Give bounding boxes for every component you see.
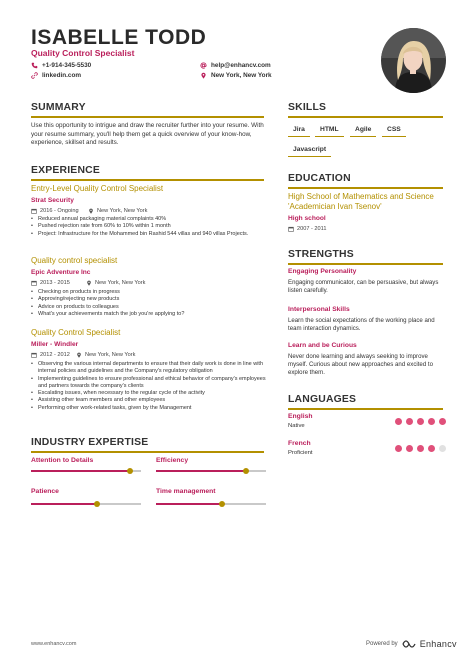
footer-branding — [366, 639, 457, 649]
summary-text: Use this opportunity to intrigue and draw the recruiter further into your resume. With your resume summary, you'll help them get a quick overview of your know-how, experience, skillset and results. — [31, 122, 264, 147]
expertise-knob — [127, 468, 133, 474]
language-level: Native — [288, 423, 305, 429]
job-location-text: New York, New York — [97, 208, 148, 214]
list-item: • Checking on products in progress — [31, 289, 276, 296]
level-dot — [439, 445, 446, 452]
education-dates-text: 2007 - 2011 — [297, 226, 327, 232]
candidate-name: ISABELLE TODD — [31, 26, 207, 49]
level-dot — [439, 418, 446, 425]
skill-tag: Jira — [288, 123, 310, 137]
powered-by-text: Powered by — [366, 641, 398, 647]
location-pin-icon — [200, 72, 207, 79]
skills-divider — [288, 116, 443, 118]
job-location-text: New York, New York — [85, 352, 136, 358]
summary-divider — [31, 116, 264, 118]
linkedin-link[interactable]: linkedin.com — [42, 72, 82, 79]
strength-desc: Never done learning and always seeking to improve myself. Curious about new approaches and excited to explore them. — [288, 353, 433, 377]
location-pin-icon — [76, 352, 82, 358]
footer-website[interactable]: www.enhancv.com — [31, 641, 77, 647]
skills-heading: SKILLS — [288, 102, 327, 113]
list-item: • Project: Infrastructure for the Mohammed bin Rashid 544 villas and 940 villas Projects. — [31, 231, 276, 238]
expertise-knob — [219, 501, 225, 507]
languages-divider — [288, 408, 443, 410]
strength-title: Engaging Personality — [288, 268, 357, 275]
phone-text: +1-914-345-5530 — [42, 62, 92, 69]
level-dot — [395, 418, 402, 425]
location-text: New York, New York — [211, 72, 272, 79]
job-company: Miller - Windler — [31, 341, 79, 348]
language-name: English — [288, 413, 313, 420]
calendar-icon — [31, 352, 37, 358]
expertise-bar — [31, 503, 141, 505]
language-dots — [395, 418, 446, 425]
job-dates — [31, 352, 70, 358]
location-pin-icon — [86, 280, 92, 286]
strength-desc: Engaging communicator, can be persuasive, but always listen carefully. — [288, 279, 439, 295]
candidate-title: Quality Control Specialist — [31, 48, 135, 58]
list-item: • Implementing guidelines to ensure professional and ethical behavior of company's employees and partners towards the company's clients — [31, 376, 276, 391]
link-icon — [31, 72, 38, 79]
contact-location — [200, 72, 272, 79]
email-link[interactable]: help@enhancv.com — [211, 62, 271, 69]
list-item: • Reduced annual packaging material complaints 40% — [31, 216, 276, 223]
job-location — [76, 352, 135, 358]
job-company: Epic Adventure Inc — [31, 269, 91, 276]
job-dates-text: 2016 - Ongoing — [40, 208, 79, 214]
level-dot — [428, 445, 435, 452]
location-pin-icon — [88, 208, 94, 214]
list-item: • Performing other work-related tasks, given by the Management — [31, 405, 276, 412]
contact-phone — [31, 62, 91, 69]
list-item: • Observing the various internal departments to ensure that their daily work is done in line with internal policies and guidelines and the Company's regulatory obligation — [31, 361, 276, 376]
strengths-divider — [288, 263, 443, 265]
phone-icon — [31, 62, 38, 69]
strength-title: Interpersonal Skills — [288, 306, 350, 313]
calendar-icon — [31, 208, 37, 214]
expertise-label: Time management — [156, 488, 216, 495]
job-dates-text: 2013 - 2015 — [40, 280, 70, 286]
job-bullets — [31, 361, 276, 412]
summary-heading: SUMMARY — [31, 102, 86, 113]
job-title: Entry-Level Quality Control Specialist — [31, 184, 164, 193]
job-bullets — [31, 289, 276, 318]
job-company: Strat Security — [31, 197, 74, 204]
contact-email — [200, 62, 271, 69]
calendar-icon — [288, 226, 294, 232]
job-location — [88, 208, 147, 214]
job-dates-text: 2012 - 2012 — [40, 352, 70, 358]
languages-heading: LANGUAGES — [288, 394, 357, 405]
brand-name[interactable]: Enhancv — [419, 639, 457, 649]
strength-title: Learn and be Curious — [288, 342, 357, 349]
education-dates — [288, 226, 326, 232]
language-name: French — [288, 440, 311, 447]
list-item: • Approving/rejecting new products — [31, 296, 276, 303]
level-dot — [406, 445, 413, 452]
expertise-bar — [156, 470, 266, 472]
expertise-label: Efficiency — [156, 457, 189, 464]
skill-tag: Agile — [350, 123, 376, 137]
language-dots — [395, 445, 446, 452]
expertise-label: Attention to Details — [31, 457, 94, 464]
experience-heading: EXPERIENCE — [31, 165, 100, 176]
level-dot — [417, 418, 424, 425]
education-degree: High School of Mathematics and Science 'Academician Ivan Tsenov' — [288, 192, 434, 211]
skill-tag: CSS — [382, 123, 406, 137]
list-item: • Pushed rejection rate from 60% to 10% within 1 month — [31, 223, 276, 230]
expertise-bar — [156, 503, 266, 505]
skill-tag: HTML — [315, 123, 344, 137]
experience-divider — [31, 179, 264, 181]
profile-photo — [381, 28, 446, 93]
job-bullets — [31, 216, 276, 238]
job-location — [86, 280, 145, 286]
calendar-icon — [31, 280, 37, 286]
enhancv-logo-icon — [402, 640, 416, 648]
expertise-knob — [94, 501, 100, 507]
skill-tag: Javascript — [288, 143, 331, 157]
at-icon — [200, 62, 207, 69]
job-title: Quality Control Specialist — [31, 328, 121, 337]
contact-linkedin — [31, 72, 81, 79]
strength-desc: Learn the social expectations of the working place and team interaction dynamics. — [288, 317, 435, 333]
expertise-label: Patience — [31, 488, 59, 495]
list-item: • Escalating issues, when necessary to the regular cycle of the activity — [31, 390, 276, 397]
education-school: High school — [288, 215, 326, 222]
level-dot — [417, 445, 424, 452]
level-dot — [406, 418, 413, 425]
language-level: Proficient — [288, 450, 313, 456]
education-divider — [288, 187, 443, 189]
list-item: • What's your achievements match the job you're applying to? — [31, 311, 276, 318]
strengths-heading: STRENGTHS — [288, 249, 354, 260]
expertise-divider — [31, 451, 264, 453]
list-item: • Assisting other team members and other employees — [31, 397, 276, 404]
job-location-text: New York, New York — [95, 280, 146, 286]
list-item: • Advice on products to colleagues — [31, 304, 276, 311]
level-dot — [395, 445, 402, 452]
level-dot — [428, 418, 435, 425]
education-heading: EDUCATION — [288, 173, 351, 184]
expertise-bar — [31, 470, 141, 472]
job-dates — [31, 208, 79, 214]
expertise-heading: INDUSTRY EXPERTISE — [31, 437, 149, 448]
expertise-knob — [243, 468, 249, 474]
job-title: Quality control specialist — [31, 256, 118, 265]
job-dates — [31, 280, 70, 286]
